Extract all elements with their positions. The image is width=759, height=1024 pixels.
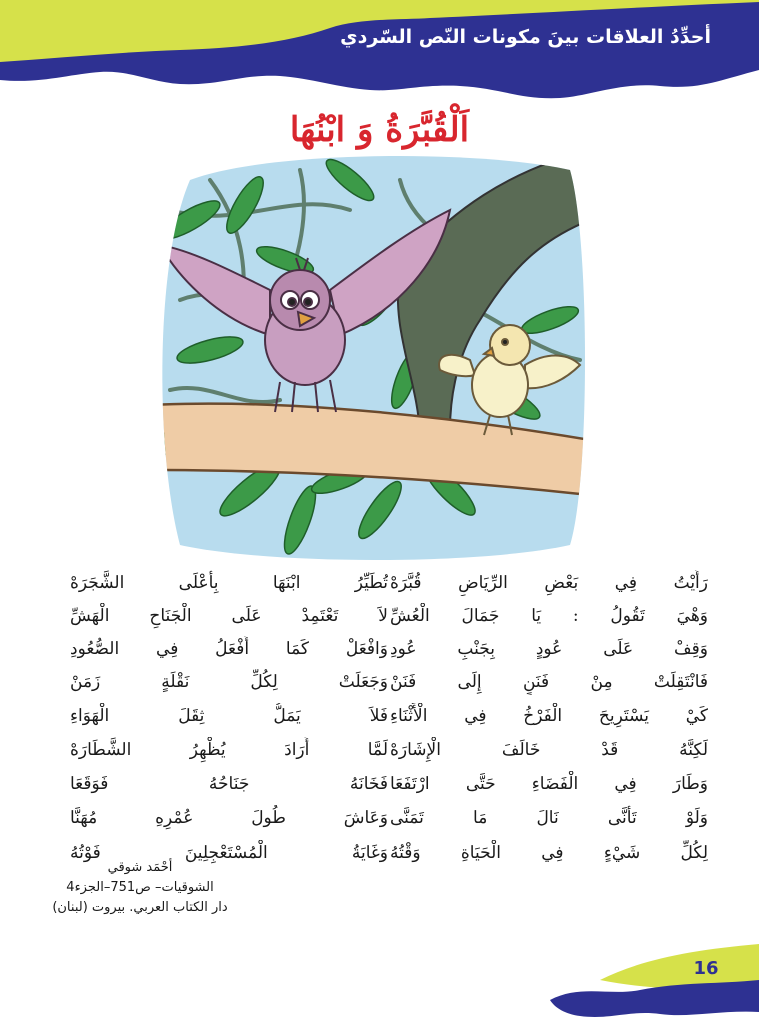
poem-verse: لَمَّا أَرَادَ يُظْهِرُ الشَّطَارَهْ bbox=[70, 740, 388, 760]
poem-verse: وَجَعَلَتْ لِكُلِّ نَقْلَةٍ زَمَنْ bbox=[70, 672, 388, 692]
header-banner bbox=[0, 0, 759, 110]
section-title: أحدِّدُ العلاقات بينَ مكونات النّص السّردي bbox=[340, 26, 711, 48]
attribution-publisher: دار الكتاب العربي. بيروت (لبنان) bbox=[52, 900, 228, 915]
poem-verse: رَأَيْتُ فِي بَعْضِ الرِّيَاضِ قُبَّرَهْ bbox=[390, 573, 708, 593]
poem-verse: وَلَوْ تَأَنَّى نَالَ مَا تَمَنَّى bbox=[390, 808, 708, 828]
footer-wave bbox=[540, 940, 759, 1024]
poem-verse: لَكِنَّهُ قَدْ خَالَفَ الْإِشَارَهْ bbox=[390, 740, 708, 760]
poem-verse: فَخَانَهُ جَنَاحُهُ فَوَقَعَا bbox=[70, 774, 388, 794]
poem-verse: وَغَايَةُ الْمُسْتَعْجِلِينَ فَوْتُهُ bbox=[70, 843, 388, 863]
poem-verse: فَلاَ يَمَلُّ ثِقَلَ الْهَوَاءِ bbox=[70, 706, 388, 726]
poem-verse: وَطَارَ فِي الْفَضَاءِ حَتَّى ارْتَفَعَا bbox=[390, 774, 708, 794]
poem-title: اَلْقُبَّرَةُ وَ ابْنُهَا bbox=[289, 110, 470, 150]
attribution bbox=[50, 858, 230, 918]
poem-verse: وَعَاشَ طُولَ عُمْرِهِ مُهَنَّا bbox=[70, 808, 388, 828]
page-number: 16 bbox=[693, 958, 719, 979]
poem-verse: وَهْيَ تَقُولُ : يَا جَمَالَ الْعُشِّ bbox=[390, 606, 708, 626]
poem-verse: وَقِفْ عَلَى عُودٍ بِجَنْبِ عُودِ bbox=[390, 639, 708, 659]
lark-illustration bbox=[150, 150, 590, 565]
poem-verse: تُطَيِّرُ ابْنَهَا بِأَعْلَى الشَّجَرَهْ bbox=[70, 573, 388, 593]
poem-verse: فَانْتَقِلَتْ مِنْ فَنَنٍ إِلَى فَنَنْ bbox=[390, 672, 708, 692]
attribution-author: أحْمَد شوقي bbox=[107, 860, 173, 875]
attribution-source: الشوقيات– ص751–الجزء4 bbox=[66, 880, 214, 895]
poem-verse: لاَ تَعْتَمِدْ عَلَى الْجَنَاحِ الْهَشِّ bbox=[70, 606, 388, 626]
poem-verse: كَيْ يَسْتَرِيحَ الْفَرْخُ فِي الْأَثْنَاءِ bbox=[390, 706, 708, 726]
poem-verse: لِكُلِّ شَيْءٍ فِي الْحَيَاةِ وَقْتُهُ bbox=[390, 843, 708, 863]
poem-verse: وَافْعَلْ كَمَا أَفْعَلُ فِي الصُّعُودِ bbox=[70, 639, 388, 659]
